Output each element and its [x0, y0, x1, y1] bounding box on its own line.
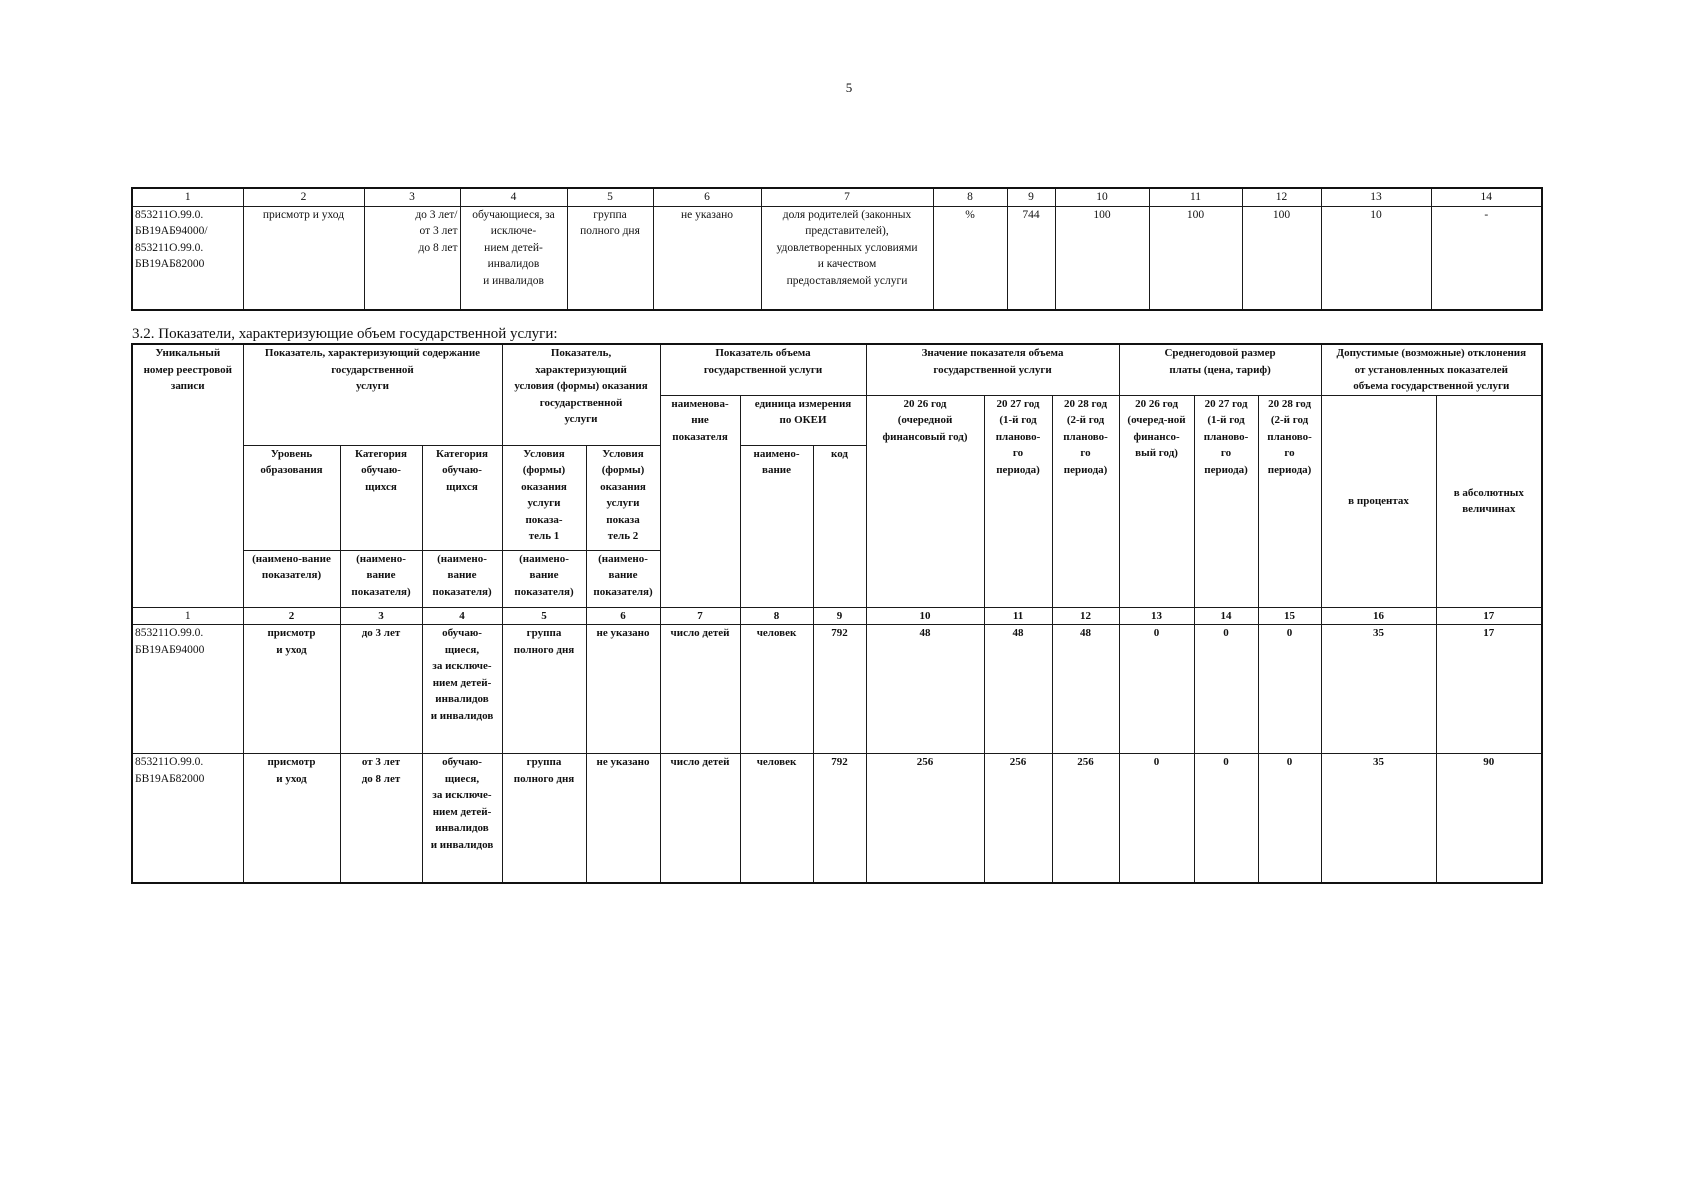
header-okei-unit: единица измерения по ОКЕИ [740, 395, 866, 445]
column-number: 4 [422, 607, 502, 625]
unit-name: % [933, 206, 1007, 310]
header-unit-code: код [813, 445, 866, 607]
value-2028: 48 [1052, 625, 1119, 754]
fee-2026: 0 [1119, 754, 1194, 884]
unit-name: человек [740, 754, 813, 884]
table-row [132, 625, 1542, 754]
quality-indicator-name: доля родителей (законных представителей), удовлетворенных условиями и качеством предоставляемой услуги [761, 206, 933, 310]
age-group: до 3 лет/ от 3 лет до 8 лет [364, 206, 460, 310]
service-condition-2: не указано [586, 625, 660, 754]
unit-name: человек [740, 625, 813, 754]
header-education-level: Уровень образования [243, 445, 340, 550]
column-number: 2 [243, 188, 364, 206]
column-number: 9 [1007, 188, 1055, 206]
registry-number: 853211О.99.0. БВ19АБ94000 [132, 625, 243, 754]
volume-indicator-name: число детей [660, 754, 740, 884]
section-title: 3.2. Показатели, характеризующие объем государственной услуги: [132, 326, 558, 342]
quality-indicators-table [131, 187, 1543, 311]
column-number: 11 [1149, 188, 1242, 206]
unit-code: 744 [1007, 206, 1055, 310]
header-indicator-label: (наимено- вание показателя) [502, 550, 586, 607]
header-fee-2027: 20 27 год (1-й год планово- го периода) [1194, 395, 1258, 607]
column-number: 16 [1321, 607, 1436, 625]
column-number: 14 [1194, 607, 1258, 625]
column-number: 7 [660, 607, 740, 625]
header-value-2026: 20 26 год (очередной финансовый год) [866, 395, 984, 607]
header-indicator-label: (наимено- вание показателя) [340, 550, 422, 607]
column-number: 6 [653, 188, 761, 206]
header-volume-group: Показатель объема государственной услуги [660, 344, 866, 395]
column-number: 17 [1436, 607, 1542, 625]
column-number: 7 [761, 188, 933, 206]
column-number: 8 [933, 188, 1007, 206]
deviation-percent: 35 [1321, 754, 1436, 884]
header-indicator-label: (наимено- вание показателя) [586, 550, 660, 607]
column-number: 15 [1258, 607, 1321, 625]
header-content-group: Показатель, характеризующий содержание государственной услуги [243, 344, 502, 445]
volume-indicators-table [131, 343, 1543, 884]
age-group: от 3 лет до 8 лет [340, 754, 422, 884]
service-condition-1: группа полного дня [502, 625, 586, 754]
value-2027: 256 [984, 754, 1052, 884]
column-number-row [132, 607, 1542, 625]
column-number-row [132, 188, 1542, 206]
value-2026: 256 [866, 754, 984, 884]
column-number: 11 [984, 607, 1052, 625]
column-number: 2 [243, 607, 340, 625]
fee-2028: 0 [1258, 625, 1321, 754]
volume-indicator-name: число детей [660, 625, 740, 754]
value-2026: 48 [866, 625, 984, 754]
value-2027: 48 [984, 625, 1052, 754]
student-category: обучаю- щиеся, за исключе- нием детей- инвалидов и инвалидов [422, 754, 502, 884]
age-group: до 3 лет [340, 625, 422, 754]
header-value-2027: 20 27 год (1-й год планово- го периода) [984, 395, 1052, 607]
header-fee-group: Среднегодовой размер платы (цена, тариф) [1119, 344, 1321, 395]
service-condition-1: группа полного дня [502, 754, 586, 884]
header-value-2028: 20 28 год (2-й год планово- го периода) [1052, 395, 1119, 607]
column-number: 3 [340, 607, 422, 625]
service-content: присмотр и уход [243, 206, 364, 310]
column-number: 13 [1119, 607, 1194, 625]
fee-2027: 0 [1194, 754, 1258, 884]
header-condition-group: Показатель, характеризующий условия (формы) оказания государственной услуги [502, 344, 660, 445]
student-category: обучаю- щиеся, за исключе- нием детей- инвалидов и инвалидов [422, 625, 502, 754]
service-condition-2: не указано [653, 206, 761, 310]
column-number: 4 [460, 188, 567, 206]
column-number: 12 [1052, 607, 1119, 625]
column-number: 5 [567, 188, 653, 206]
column-number: 5 [502, 607, 586, 625]
registry-number: 853211О.99.0. БВ19АБ82000 [132, 754, 243, 884]
column-number: 9 [813, 607, 866, 625]
deviation-absolute: 17 [1436, 625, 1542, 754]
value-2028: 256 [1052, 754, 1119, 884]
value-2026: 100 [1055, 206, 1149, 310]
column-number: 6 [586, 607, 660, 625]
value-2027: 100 [1149, 206, 1242, 310]
fee-2028: 0 [1258, 754, 1321, 884]
column-number: 12 [1242, 188, 1321, 206]
header-indicator-label: (наимено- вание показателя) [422, 550, 502, 607]
fee-2027: 0 [1194, 625, 1258, 754]
header-category-2: Категория обучаю- щихся [422, 445, 502, 550]
column-number: 10 [1055, 188, 1149, 206]
education-level: присмотр и уход [243, 754, 340, 884]
fee-2026: 0 [1119, 625, 1194, 754]
column-number: 3 [364, 188, 460, 206]
deviation-percent: 10 [1321, 206, 1431, 310]
column-number: 10 [866, 607, 984, 625]
header-fee-2026: 20 26 год (очеред-ной финансо- вый год) [1119, 395, 1194, 607]
header-condition-2: Условия (формы) оказания услуги показа тель 2 [586, 445, 660, 550]
header-condition-1: Условия (формы) оказания услуги показа- тель 1 [502, 445, 586, 550]
unit-code: 792 [813, 754, 866, 884]
value-2028: 100 [1242, 206, 1321, 310]
page-number: 5 [845, 80, 853, 95]
column-number: 1 [132, 188, 243, 206]
service-condition-2: не указано [586, 754, 660, 884]
student-category: обучающиеся, за исключе- нием детей- инвалидов и инвалидов [460, 206, 567, 310]
column-number: 13 [1321, 188, 1431, 206]
column-number: 1 [132, 607, 243, 625]
deviation-absolute: 90 [1436, 754, 1542, 884]
service-condition: группа полного дня [567, 206, 653, 310]
column-number: 14 [1431, 188, 1542, 206]
header-category-1: Категория обучаю- щихся [340, 445, 422, 550]
column-number: 8 [740, 607, 813, 625]
header-deviation-percent: в процентах [1321, 395, 1436, 607]
header-fee-2028: 20 28 год (2-й год планово- го периода) [1258, 395, 1321, 607]
table-row [132, 754, 1542, 884]
header-indicator-label: (наимено-вание показателя) [243, 550, 340, 607]
header-deviation-absolute: в абсолютных величинах [1436, 395, 1542, 607]
header-unique-number: Уникальный номер реестровой записи [132, 344, 243, 607]
registry-number: 853211О.99.0. БВ19АБ94000/ 853211О.99.0. БВ19АБ82000 [132, 206, 243, 310]
table-row [132, 206, 1542, 310]
education-level: присмотр и уход [243, 625, 340, 754]
deviation-percent: 35 [1321, 625, 1436, 754]
unit-code: 792 [813, 625, 866, 754]
header-deviation-group: Допустимые (возможные) отклонения от установленных показателей объема государственной услуги [1321, 344, 1542, 395]
deviation-absolute: - [1431, 206, 1542, 310]
header-indicator-name: наименова- ние показателя [660, 395, 740, 607]
header-value-group: Значение показателя объема государственной услуги [866, 344, 1119, 395]
header-unit-name: наимено- вание [740, 445, 813, 607]
